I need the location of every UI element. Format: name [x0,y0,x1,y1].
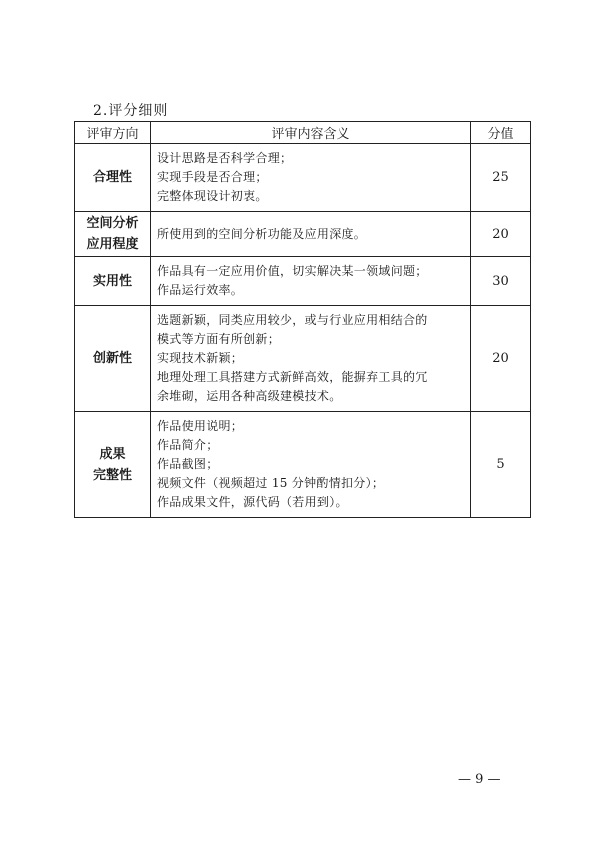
table-row [75,212,531,257]
criterion-content [151,212,471,257]
content-line: 作品成果文件，源代码（若用到）。 [157,495,348,509]
table-row [75,306,531,412]
content-line: 作品具有一定应用价值，切实解决某一领域问题； [157,264,428,278]
scoring-criteria-table [74,121,531,518]
header-content: 评审内容含义 [151,122,471,144]
criterion-score: 5 [471,412,531,518]
criterion-score: 30 [471,257,531,306]
content-line: 所使用到的空间分析功能及应用深度。 [157,226,367,241]
content-line: 作品简介； [157,438,219,452]
table-row [75,257,531,306]
direction-line: 完整性 [92,467,132,483]
direction-line: 空间分析 [86,216,139,231]
content-line: 设计思路是否科学合理； [157,151,293,165]
criterion-score: 20 [471,306,531,412]
criterion-score: 25 [471,144,531,212]
content-line: 作品使用说明； [157,419,244,433]
criterion-content [151,412,471,518]
criterion-direction [75,212,151,257]
content-line: 作品运行效率。 [157,283,244,297]
criterion-direction [75,306,151,412]
criterion-content [151,144,471,212]
direction-line: 成果 [99,446,126,462]
content-line: 选题新颖，同类应用较少，或与行业应用相结合的 [157,313,428,327]
content-line: 视频文件（视频超过 15 分钟酌情扣分）； [157,476,385,490]
criterion-direction [75,144,151,212]
content-line: 实现技术新颖； [157,351,244,365]
header-direction: 评审方向 [75,122,151,144]
table-row [75,144,531,212]
criterion-direction [75,412,151,518]
content-line: 实现手段是否合理； [157,170,268,184]
table-header-row [75,122,531,144]
content-line: 作品截图； [157,457,219,471]
criterion-score: 20 [471,212,531,257]
content-line: 模式等方面有所创新； [157,332,281,346]
criterion-direction [75,257,151,306]
table-row [75,412,531,518]
criterion-content [151,306,471,412]
direction-line: 合理性 [92,170,132,185]
header-score: 分值 [471,122,531,144]
content-line: 地理处理工具搭建方式新鲜高效，能摒弃工具的冗 [157,370,428,384]
direction-line: 创新性 [92,351,132,366]
direction-line: 实用性 [92,273,132,289]
content-line: 完整体现设计初衷。 [157,189,268,203]
content-line: 余堆砌，运用各种高级建模技术。 [157,389,342,403]
direction-line: 应用程度 [86,237,139,252]
criterion-content [151,257,471,306]
section-title: 2.评分细则 [93,103,169,119]
page-number: — 9 — [458,772,501,787]
